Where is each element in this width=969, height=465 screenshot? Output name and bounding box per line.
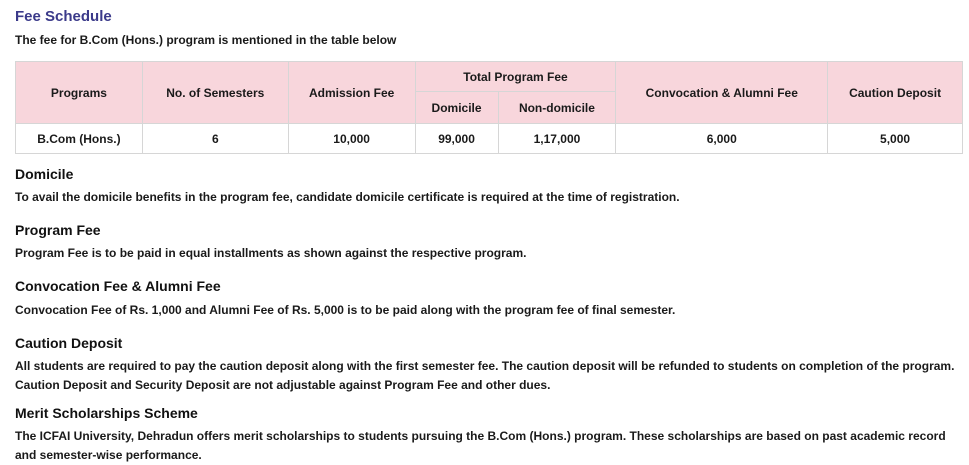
section-program-fee — [15, 221, 963, 263]
section-text: All students are required to pay the caution deposit along with the first semester fee. The caution deposit will be refunded to students on completion of the program. Caution Deposit and Security Deposit are not adjustable against Program Fee and other dues. — [15, 359, 955, 392]
section-heading: Merit Scholarships Scheme — [15, 405, 198, 421]
cell-admission-fee: 10,000 — [288, 124, 415, 154]
section-heading: Program Fee — [15, 222, 101, 238]
section-heading: Domicile — [15, 166, 74, 182]
section-convocation-fee — [15, 277, 963, 320]
section-text: Program Fee is to be paid in equal installments as shown against the respective program. — [15, 246, 527, 260]
section-text: The ICFAI University, Dehradun offers merit scholarships to students pursuing the B.Com (Hons.) program. These scholarships are based on past academic record and semester-wise performance. — [15, 429, 946, 462]
section-domicile — [15, 165, 963, 207]
cell-semesters: 6 — [142, 124, 288, 154]
header-convocation-alumni-fee: Convocation & Alumni Fee — [616, 62, 828, 124]
cell-program: B.Com (Hons.) — [16, 124, 143, 154]
section-heading: Convocation Fee & Alumni Fee — [15, 278, 221, 294]
section-text: To avail the domicile benefits in the program fee, candidate domicile certificate is required at the time of registration. — [15, 190, 680, 204]
header-programs: Programs — [16, 62, 143, 124]
table-row — [16, 124, 963, 154]
header-total-program-fee: Total Program Fee — [415, 62, 616, 92]
header-admission-fee: Admission Fee — [288, 62, 415, 124]
header-semesters: No. of Semesters — [142, 62, 288, 124]
cell-caution-deposit: 5,000 — [828, 124, 963, 154]
header-caution-deposit: Caution Deposit — [828, 62, 963, 124]
section-text: Convocation Fee of Rs. 1,000 and Alumni Fee of Rs. 5,000 is to be paid along with the program fee of final semester. — [15, 303, 676, 317]
section-merit-scholarships — [15, 404, 963, 465]
page-title: Fee Schedule — [15, 8, 112, 25]
cell-non-domicile: 1,17,000 — [498, 124, 616, 154]
header-domicile: Domicile — [415, 92, 498, 124]
cell-convocation-alumni-fee: 6,000 — [616, 124, 828, 154]
intro-text: The fee for B.Com (Hons.) program is mentioned in the table below — [15, 33, 397, 47]
cell-domicile: 99,000 — [415, 124, 498, 154]
section-heading: Caution Deposit — [15, 335, 123, 351]
header-non-domicile: Non-domicile — [498, 92, 616, 124]
section-caution-deposit — [15, 334, 963, 395]
table-header-row — [16, 62, 963, 92]
fee-table — [15, 61, 963, 154]
